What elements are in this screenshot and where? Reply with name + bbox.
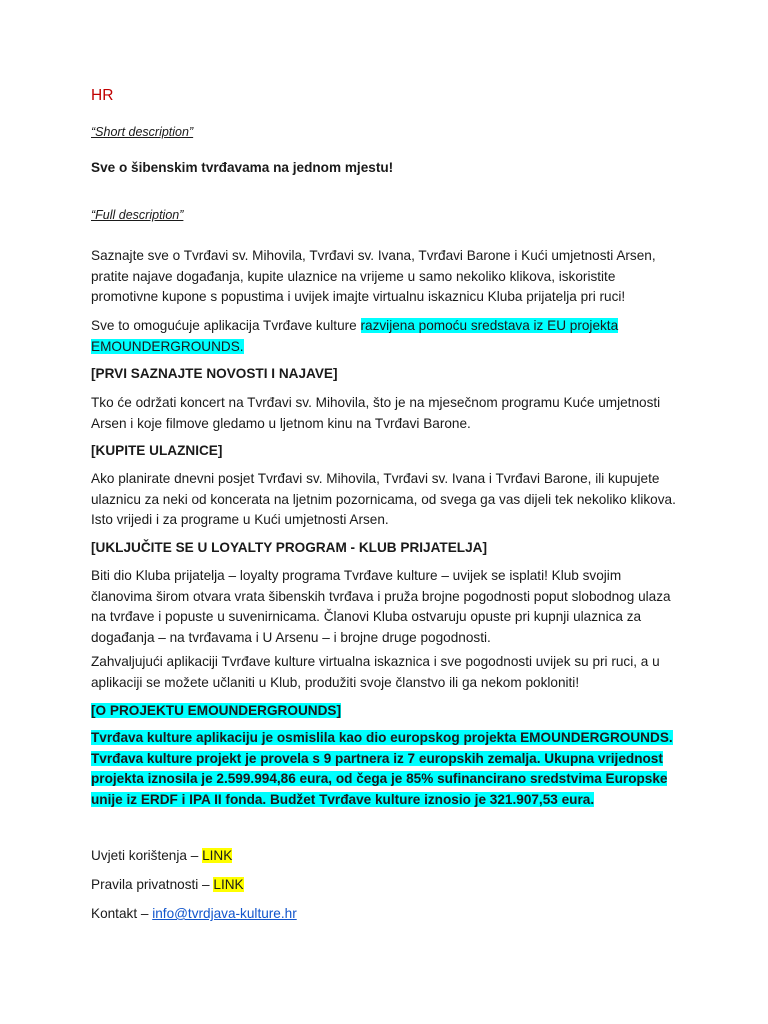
language-label: HR — [91, 87, 114, 104]
contact-email-link[interactable]: info@tvrdjava-kulture.hr — [152, 906, 297, 921]
news-heading: [PRVI SAZNAJTE NOVOSTI I NAJAVE] — [91, 366, 338, 381]
project-text-line — [91, 728, 681, 810]
terms-link[interactable]: LINK — [202, 848, 233, 863]
news-text: Tko će održati koncert na Tvrđavi sv. Mihovila, što je na mjesečnom programu Kuće umjetnosti Arsen i koje filmove gledamo u ljetnom kinu na Tvrđavi Barone. — [91, 395, 661, 431]
terms-line — [91, 846, 681, 867]
project-heading: [O PROJEKTU EMOUNDERGROUNDS] — [91, 703, 341, 718]
terms-label: Uvjeti korištenja – — [91, 848, 203, 863]
app-funding-paragraph — [91, 316, 681, 357]
short-description-label-line — [91, 122, 681, 143]
loyalty-text-1: Biti dio Kluba prijatelja – loyalty programa Tvrđave kulture – uvijek se isplati! Klub svojim članovima širom otvara vrata šibenskih tvrđava i pruža brojne pogodnosti poput slobodnog ulaza na tvrđave i popuste u suvenirnicama. Članovi Kluba ostvaruju opuste pri kupnji ulaznica za događanja – na tvrđavama i U Arsenu – i brojne druge pogodnosti. — [91, 568, 671, 645]
tickets-heading: [KUPITE ULAZNICE] — [91, 443, 223, 458]
short-description-text: Sve o šibenskim tvrđavama na jednom mjestu! — [91, 160, 394, 175]
project-text: Tvrđava kulture aplikaciju je osmislila kao dio europskog projekta EMOUNDERGROUNDS. Tvrđava kulture projekt je provela s 9 partnera iz 7 europskih zemalja. Ukupna vrijednost projekta iznosila je 2.599.994,86 eura, od čega je 85% sufinancirano sredstvima Europske unije iz ERDF i IPA II fonda. Budžet Tvrđave kulture iznosio je 321.907,53 eura. — [91, 730, 673, 807]
privacy-line — [91, 875, 681, 896]
project-heading-line — [91, 701, 681, 722]
app-funding-highlight: razvijena pomoću sredstava iz EU projekta EMOUNDERGROUNDS. — [91, 318, 619, 354]
privacy-label: Pravila privatnosti – — [91, 877, 214, 892]
contact-line — [91, 904, 681, 925]
full-description-label: “Full description” — [91, 208, 184, 222]
loyalty-text-2: Zahvaljujući aplikaciji Tvrđave kulture virtualna iskaznica i sve pogodnosti uvijek su pri ruci, a u aplikaciji se možete učlaniti u Klub, produžiti svoje članstvo ili ga nekom pokloniti! — [91, 654, 660, 690]
full-description-label-line — [91, 205, 681, 226]
privacy-link[interactable]: LINK — [213, 877, 244, 892]
app-funding-text: Sve to omogućuje aplikacija Tvrđave kulture — [91, 318, 361, 333]
contact-label: Kontakt – — [91, 906, 153, 921]
tickets-text: Ako planirate dnevni posjet Tvrđavi sv. Mihovila, Tvrđavi sv. Ivana i Tvrđavi Barone, ili kupujete ulaznicu za neki od koncerata na ljetnim pozornicama, od svega ga vas dijeli tek nekoliko klikova. Isto vrijedi i za programe u Kući umjetnosti Arsen. — [91, 471, 676, 527]
loyalty-heading: [UKLJUČITE SE U LOYALTY PROGRAM - KLUB PRIJATELJA] — [91, 540, 488, 555]
short-description-label: “Short description” — [91, 125, 194, 139]
full-description-intro: Saznajte sve o Tvrđavi sv. Mihovila, Tvrđavi sv. Ivana, Tvrđavi Barone i Kući umjetnosti Arsen, pratite najave događanja, kupite ulaznice na vrijeme u samo nekoliko klikova, iskoristite promotivne kupone s popustima i uvijek imajte virtualnu iskaznicu Kluba prijatelja pri ruci! — [91, 248, 656, 304]
